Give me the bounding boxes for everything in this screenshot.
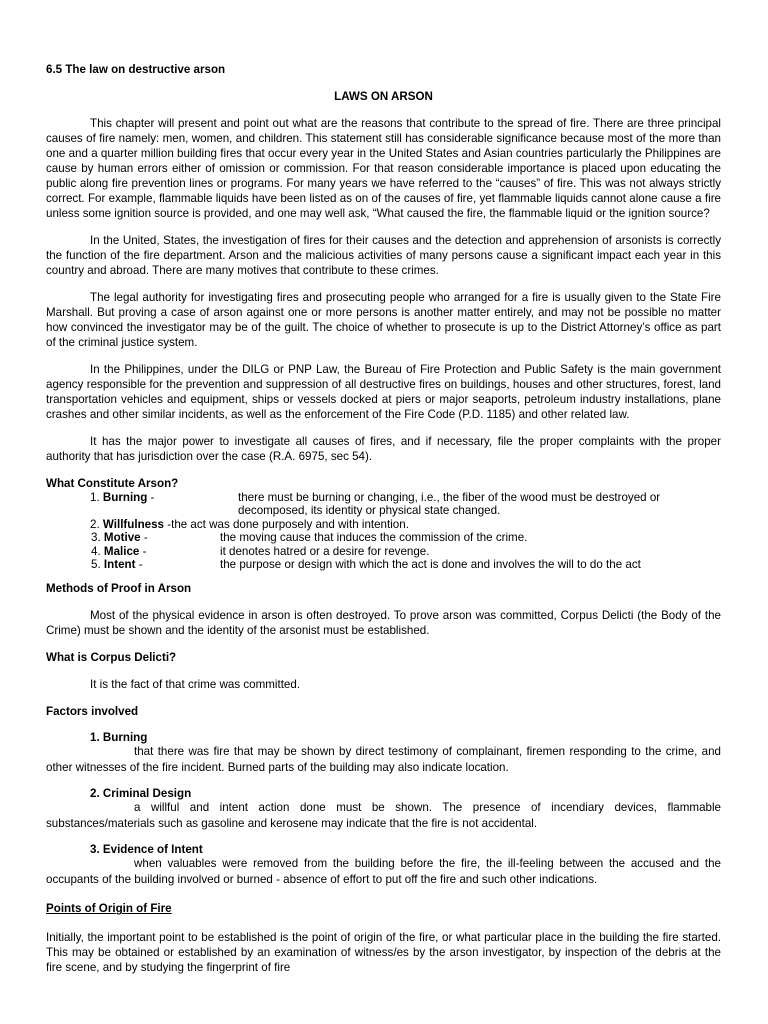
factor-title: 1. Burning xyxy=(90,731,148,745)
proof-heading: Methods of Proof in Arson xyxy=(46,582,192,596)
section-title: 6.5 The law on destructive arson xyxy=(46,63,226,76)
factor-text: when valuables were removed from the building before the fire, the ill-feeling between the accused and the occupants of the building involved or burned - absence of effort to put off the fire and such other indications. xyxy=(46,857,721,886)
proof-paragraph: Most of the physical evidence in arson is often destroyed. To prove arson was committed, Corpus Delicti (the Body of the Crime) must be shown and the identity of the arsonist must be established. xyxy=(46,609,721,638)
corpus-definition: It is the fact of that crime was committed. xyxy=(90,678,301,692)
constitute-heading: What Constitute Arson? xyxy=(46,477,179,490)
factor-title: 2. Criminal Design xyxy=(90,787,192,801)
element-term: Burning xyxy=(102,491,148,504)
factor-criminal-design xyxy=(46,787,721,831)
intro-paragraph-1: This chapter will present and point out what are the reasons that contribute to the spread of fire. There are three principal causes of fire namely: men, women, and children. This statement still has considerable significance because most of the more than one and a quarter million building fires that occur every year in the United States and Asian countries particularly the Philippines are cause by human errors either of omission or commission. For that reason considerable importance is placed upon educating the public along fire prevention lines or programs. For many years we have referred to the “causes” of fire. This was not always strictly correct. For example, flammable liquids have been listed as on of the causes of fire, yet flammable liquids cannot alone cause a fire unless some ignition source is provided, and one may well ask, “What caused the fire, the flammable liquid or the ignition source? xyxy=(46,117,721,220)
intro-paragraph-2: In the United, States, the investigation of fires for their causes and the detection and apprehension of arsonists is correctly the function of the fire department. Arson and the malicious activities of many persons cause a significant impact each year in this country and abroad. There are many motives that contribute to these crimes. xyxy=(46,234,721,277)
element-definition: the purpose or design with which the act is done and involves the will to do the act xyxy=(220,558,641,572)
element-term: Motive xyxy=(103,531,141,545)
origin-paragraph: Initially, the important point to be established is the point of origin of the fire, or what particular place in the building the fire started. This may be obtained or established by an examination of witness/es by the arson investigator, by inspection of the debris at the fire scene, and by studying the fingerprint of fire xyxy=(46,931,721,975)
factor-burning xyxy=(46,731,721,775)
factor-evidence-of-intent xyxy=(46,843,721,887)
corpus-heading: What is Corpus Delicti? xyxy=(46,651,177,665)
intro-paragraph-5: It has the major power to investigate all causes of fires, and if necessary, file the proper complaints with the proper authority that has jurisdiction over the case (R.A. 6975, sec 54). xyxy=(46,435,721,463)
origin-heading: Points of Origin of Fire xyxy=(46,902,172,916)
list-item: 5. Intent - the purpose or design with which the act is done and involves the will to do the act xyxy=(46,558,721,571)
intro-paragraph-4: In the Philippines, under the DILG or PNP Law, the Bureau of Fire Protection and Public Safety is the main government agency responsible for the prevention and suppression of all destructive fires on buildings, houses and other structures, forest, land transportation vehicles and equipment, ships or vessels docked at piers or major seaports, petroleum industry installations, plane crashes and other similar incidents, as well as the enforcement of the Fire Code (P.D. 1185) and other related law. xyxy=(46,363,721,421)
element-term: Malice xyxy=(103,544,140,558)
list-item: 2. Willfulness - the act was done purposely and with intention. xyxy=(46,518,721,531)
element-definition: the act was done purposely and with intention. xyxy=(171,517,409,531)
arson-elements-list xyxy=(46,491,721,571)
document-title: LAWS ON ARSON xyxy=(334,90,433,103)
element-term: Intent xyxy=(103,558,136,572)
factors-heading: Factors involved xyxy=(46,705,139,719)
factor-title: 3. Evidence of Intent xyxy=(90,843,203,857)
element-definition-continued: decomposed, its identity or physical state changed. xyxy=(238,504,501,518)
document-page xyxy=(46,62,721,975)
list-item: 3. Motive - the moving cause that induces the commission of the crime. xyxy=(46,531,721,544)
intro-paragraph-3: The legal authority for investigating fires and prosecuting people who arranged for a fire is usually given to the State Fire Marshall. But proving a case of arson against one or more persons is another matter entirely, and may not be possible no matter how convinced the investigator may be of the guilt. The choice of whether to prosecute is up to the District Attorney’s office as part of the criminal justice system. xyxy=(46,291,721,349)
element-definition: it denotes hatred or a desire for revenge. xyxy=(220,544,430,558)
factor-text: a willful and intent action done must be shown. The presence of incendiary devices, flammable substances/materials such as gasoline and kerosene may indicate that the fire is not accidental. xyxy=(46,801,721,830)
list-item: 1. Burning - there must be burning or changing, i.e., the fiber of the wood must be destroyed or decomposed, its identity or physical state changed. xyxy=(46,491,721,518)
element-definition: the moving cause that induces the commission of the crime. xyxy=(220,531,528,545)
element-term: Willfulness xyxy=(102,517,164,531)
list-item: 4. Malice - it denotes hatred or a desire for revenge. xyxy=(46,545,721,558)
factor-text: that there was fire that may be shown by direct testimony of complainant, firemen responding to the crime, and other witnesses of the fire incident. Burned parts of the building may also indicate location. xyxy=(46,745,721,774)
element-definition: there must be burning or changing, i.e., the fiber of the wood must be destroyed or xyxy=(238,491,661,504)
